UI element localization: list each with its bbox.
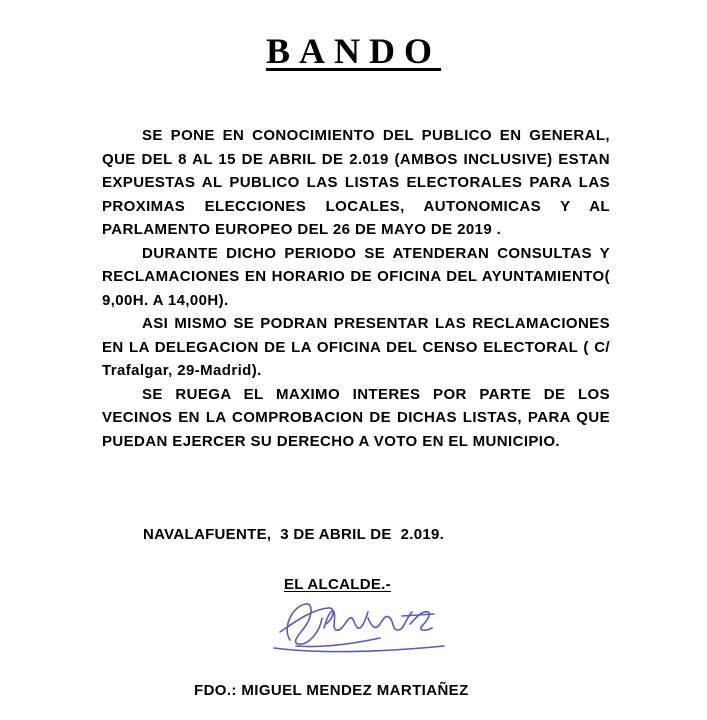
signer-name: FDO.: MIGUEL MENDEZ MARTIAÑEZ xyxy=(194,682,469,699)
paragraph-census-office: ASI MISMO SE PODRAN PRESENTAR LAS RECLAMACIONES EN LA DELEGACION DE LA OFICINA DEL CENSO ELECTORAL ( C/ Trafalgar, 29-Madrid). xyxy=(102,315,610,379)
mayor-title: EL ALCALDE.- xyxy=(284,576,391,593)
handwritten-signature xyxy=(262,588,452,658)
paragraph-public-notice: SE PONE EN CONOCIMIENTO DEL PUBLICO EN GENERAL, QUE DEL 8 AL 15 DE ABRIL DE 2.019 (AMBOS INCLUSIVE) ESTAN EXPUESTAS AL PUBLICO LAS LISTAS ELECTORALES PARA LAS PROXIMAS ELECCIONES LOCALES, AUTONOMICAS Y AL PARLAMENTO EUROPEO DEL 26 DE MAYO DE 2019 . xyxy=(102,127,610,238)
announcement-body xyxy=(102,124,610,453)
document-title-text: BANDO xyxy=(265,31,441,71)
paragraph-request: SE RUEGA EL MAXIMO INTERES POR PARTE DE LOS VECINOS EN LA COMPROBACION DE DICHAS LISTAS, PARA QUE PUEDAN EJERCER SU DERECHO A VOTO EN EL MUNICIPIO. xyxy=(102,385,610,450)
paragraph-consultation-hours: DURANTE DICHO PERIODO SE ATENDERAN CONSULTAS Y RECLAMACIONES EN HORARIO DE OFICINA DEL AYUNTAMIENTO( 9,00H. A 14,00H). xyxy=(102,244,610,309)
document-title xyxy=(0,30,707,72)
place-and-date: NAVALAFUENTE, 3 DE ABRIL DE 2.019. xyxy=(143,526,445,543)
